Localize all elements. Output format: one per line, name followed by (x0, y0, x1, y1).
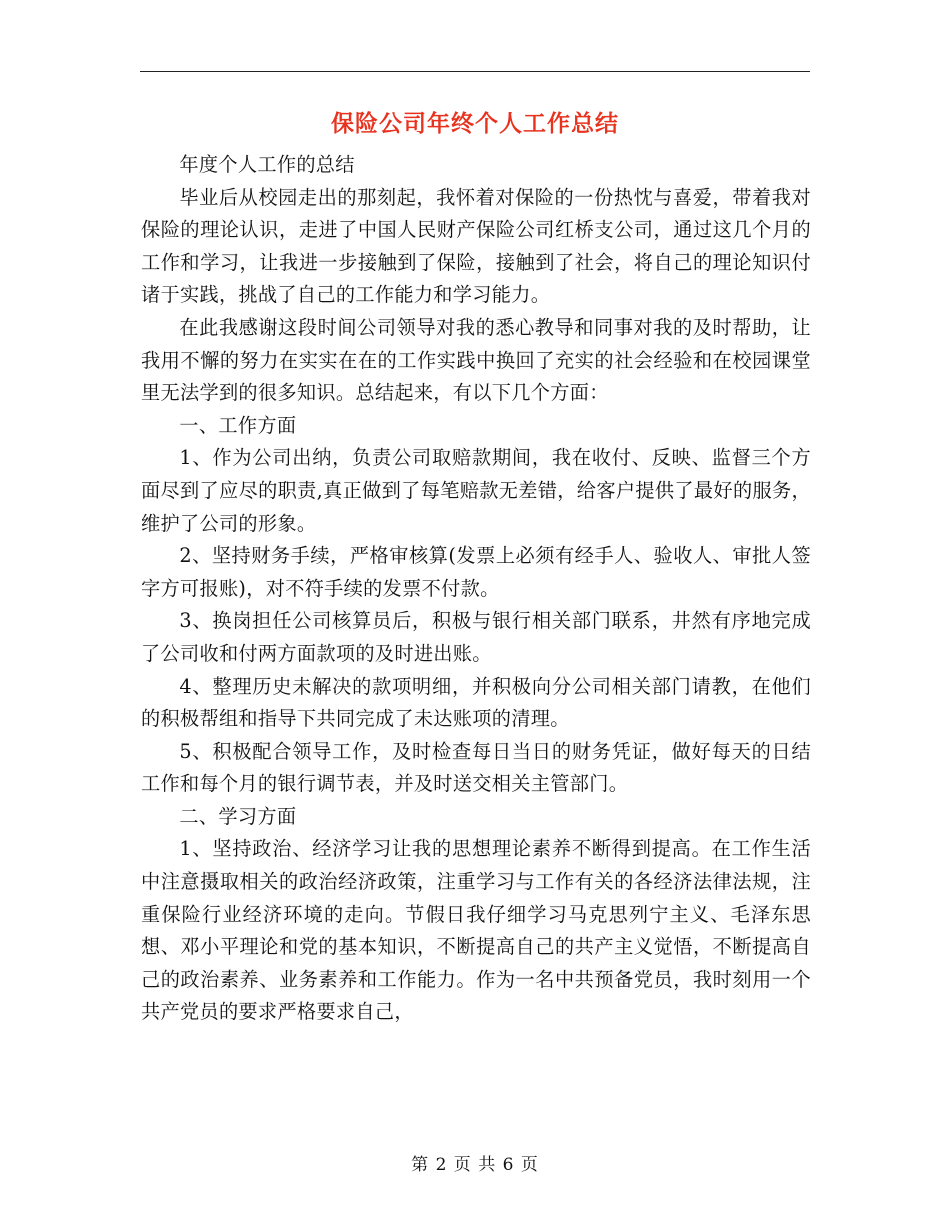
paragraph-work-3: 3、换岗担任公司核算员后，积极与银行相关部门联系，井然有序地完成了公司收和付两方面款项的及时进出账。 (141, 609, 811, 665)
document-body (141, 149, 811, 1029)
paragraph-subtitle: 年度个人工作的总结 (179, 153, 355, 176)
section-heading-study: 二、学习方面 (179, 804, 297, 828)
page-footer: 第 2 页 共 6 页 (411, 1155, 539, 1175)
paragraph-intro: 毕业后从校园走出的那刻起，我怀着对保险的一份热忱与喜爱，带着我对保险的理论认识，走进了中国人民财产保险公司红桥支公司，通过这几个月的工作和学习，让我进一步接触到了保险，接触到了社会，将自己的理论知识付诸于实践，挑战了自己的工作能力和学习能力。 (141, 185, 811, 307)
paragraph-work-5: 5、积极配合领导工作，及时检查每日当日的财务凭证，做好每天的日结工作和每个月的银行调节表，并及时送交相关主管部门。 (141, 739, 811, 796)
section-heading-work: 一、工作方面 (179, 413, 297, 437)
paragraph-study-1: 1、坚持政治、经济学习让我的思想理论素养不断得到提高。在工作生活中注意摄取相关的政治经济政策，注重学习与工作有关的各经济法律法规，注重保险行业经济环境的走向。节假日我仔细学习马克思列宁主义、毛泽东思想、邓小平理论和党的基本知识，不断提高自己的共产主义觉悟，不断提高自己的政治素养、业务素养和工作能力。作为一名中共预备党员，我时刻用一个共产党员的要求严格要求自己， (141, 837, 811, 1024)
document-title: 保险公司年终个人工作总结 (331, 110, 619, 137)
paragraph-work-2: 2、坚持财务手续，严格审核算(发票上必须有经手人、验收人、审批人签字方可报账)，对不符手续的发票不付款。 (141, 544, 811, 600)
header-rule (140, 71, 810, 72)
paragraph-thanks: 在此我感谢这段时间公司领导对我的悉心教导和同事对我的及时帮助，让我用不懈的努力在实实在在的工作实践中换回了充实的社会经验和在校园课堂里无法学到的很多知识。总结起来，有以下几个方面： (141, 315, 811, 405)
paragraph-work-1: 1、作为公司出纳，负责公司取赔款期间，我在收付、反映、监督三个方面尽到了应尽的职责,真正做到了每笔赔款无差错，给客户提供了最好的服务，维护了公司的形象。 (141, 446, 811, 535)
paragraph-work-4: 4、整理历史未解决的款项明细，并积极向分公司相关部门请教，在他们的积极帮组和指导下共同完成了未达账项的清理。 (141, 674, 811, 731)
